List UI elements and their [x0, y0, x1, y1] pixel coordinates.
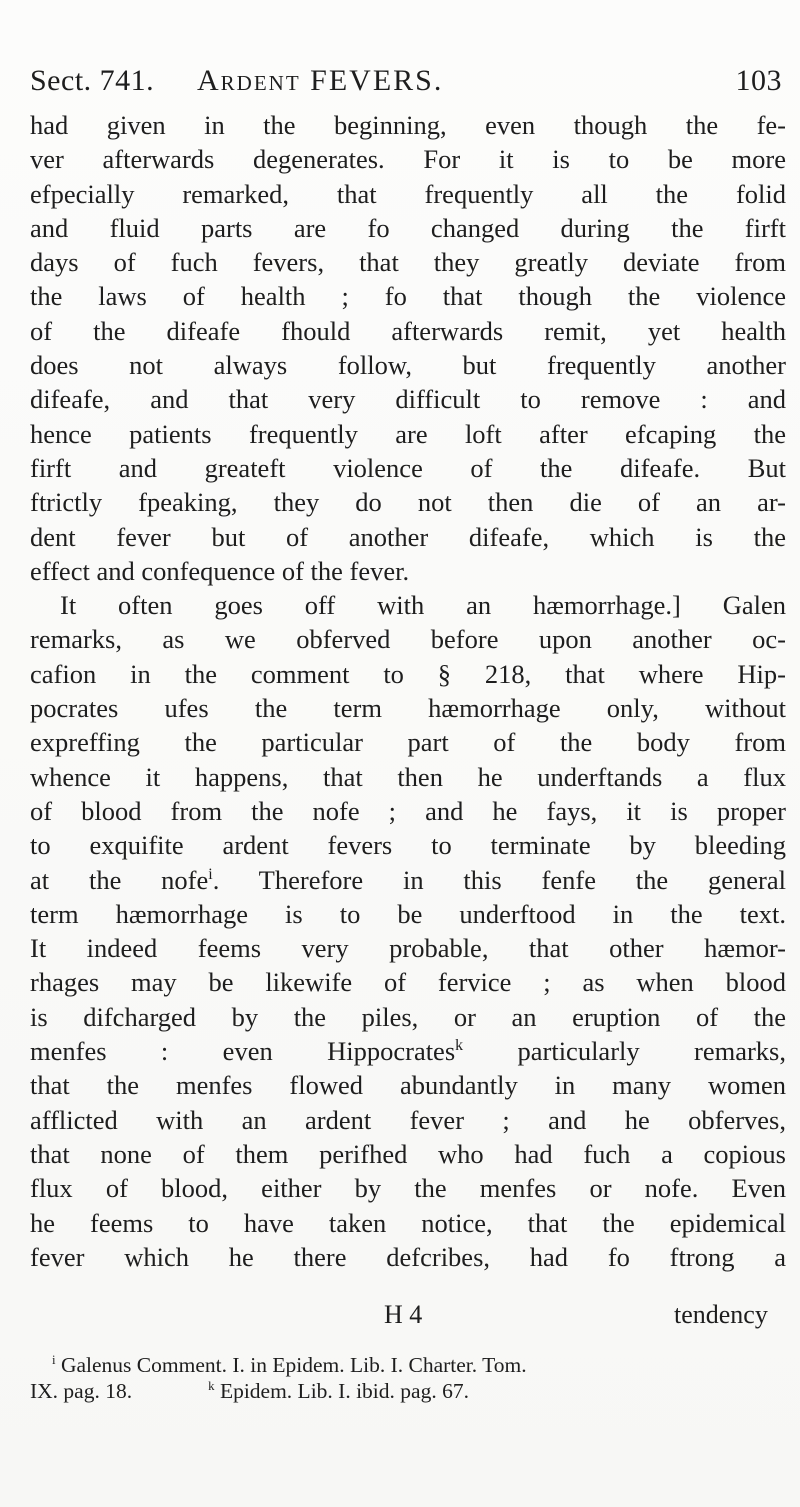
text-line: whence it happens, that then he underftands a flux — [30, 761, 786, 792]
text-line: efpecially remarked, that frequently all the folid — [30, 178, 786, 209]
signature-line — [0, 1300, 800, 1334]
text-fragment: . Therefore in this fenfe the general — [212, 864, 786, 895]
footnote-text: Epidem. Lib. I. ibid. pag. 67. — [219, 1379, 469, 1403]
text-fragment: menfes : even Hippocrates — [30, 1036, 456, 1067]
page-number: 103 — [735, 64, 782, 97]
text-line: and fluid parts are fo changed during the firft — [30, 212, 786, 243]
running-head-section: Sect. 741. — [30, 64, 155, 97]
text-line-with-note — [30, 1034, 786, 1068]
text-line: of blood from the nofe ; and he fays, it is proper — [30, 795, 786, 826]
text-line: expreffing the particular part of the body from — [30, 727, 786, 758]
text-line: afflicted with an ardent fever ; and he obferves, — [30, 1104, 786, 1135]
text-line: pocrates ufes the term hæmorrhage only, without — [30, 693, 786, 724]
running-head-title: Ardent FEVERS. — [197, 64, 444, 97]
text-line: to exquifite ardent fevers to terminate by bleeding — [30, 830, 786, 861]
text-fragment: particularly remarks, — [463, 1036, 786, 1067]
footnote-mark-i: i — [52, 1352, 56, 1367]
text-line: of the difeafe fhould afterwards remit, yet health — [30, 315, 786, 346]
text-line: does not always follow, but frequently another — [30, 350, 786, 381]
text-line: It indeed feems very probable, that other hæmor- — [30, 933, 786, 964]
footnotes — [30, 1352, 786, 1404]
text-line: firft and greateft violence of the difeafe. But — [30, 452, 786, 483]
text-line: is difcharged by the piles, or an eruption of the — [30, 1001, 786, 1032]
text-line: the laws of health ; fo that though the violence — [30, 281, 786, 312]
text-line: that none of them perifhed who had fuch a copious — [30, 1138, 786, 1169]
running-head — [30, 64, 782, 104]
text-line: flux of blood, either by the menfes or nofe. Even — [30, 1173, 786, 1204]
footnote-text: Galenus Comment. I. in Epidem. Lib. I. Charter. Tom. — [60, 1353, 527, 1377]
text-line: It often goes off with an hæmorrhage.] Galen — [60, 590, 786, 621]
text-line: cafion in the comment to § 218, that where Hip- — [30, 658, 786, 689]
footnote-i-continued — [30, 1378, 786, 1404]
text-line: term hæmorrhage is to be underftood in the text. — [30, 898, 786, 929]
footnote-mark-k: k — [208, 1378, 215, 1393]
text-line: rhages may be likewife of fervice ; as when blood — [30, 967, 786, 998]
text-line: that the menfes flowed abundantly in many women — [30, 1070, 786, 1101]
footnote-i — [30, 1352, 786, 1378]
text-line-with-note — [30, 863, 786, 897]
text-line: ver afterwards degenerates. For it is to be more — [30, 144, 786, 175]
footnote-ref-i: i — [208, 865, 213, 883]
text-line: hence patients frequently are loft after efcaping the — [30, 418, 786, 449]
body-text — [30, 108, 786, 1274]
catchword: tendency — [674, 1300, 768, 1329]
footnote-ref-k: k — [455, 1037, 464, 1055]
text-line: he feems to have taken notice, that the epidemical — [30, 1207, 786, 1238]
signature-mark: H 4 — [384, 1300, 423, 1329]
footnote-text: IX. pag. 18. — [30, 1379, 133, 1403]
text-line: fever which he there defcribes, had fo ftrong a — [30, 1241, 786, 1272]
text-line: difeafe, and that very difficult to remove : and — [30, 384, 786, 415]
text-line: dent fever but of another difeafe, which is the — [30, 521, 786, 552]
text-fragment: at the nofe — [30, 864, 209, 895]
text-line: ftrictly fpeaking, they do not then die of an ar- — [30, 487, 786, 518]
text-line: had given in the beginning, even though the fe- — [30, 110, 786, 140]
text-line: effect and confequence of the fever. — [30, 555, 410, 586]
text-line: remarks, as we obferved before upon another oc- — [30, 624, 786, 655]
text-line: days of fuch fevers, that they greatly deviate from — [30, 247, 786, 278]
